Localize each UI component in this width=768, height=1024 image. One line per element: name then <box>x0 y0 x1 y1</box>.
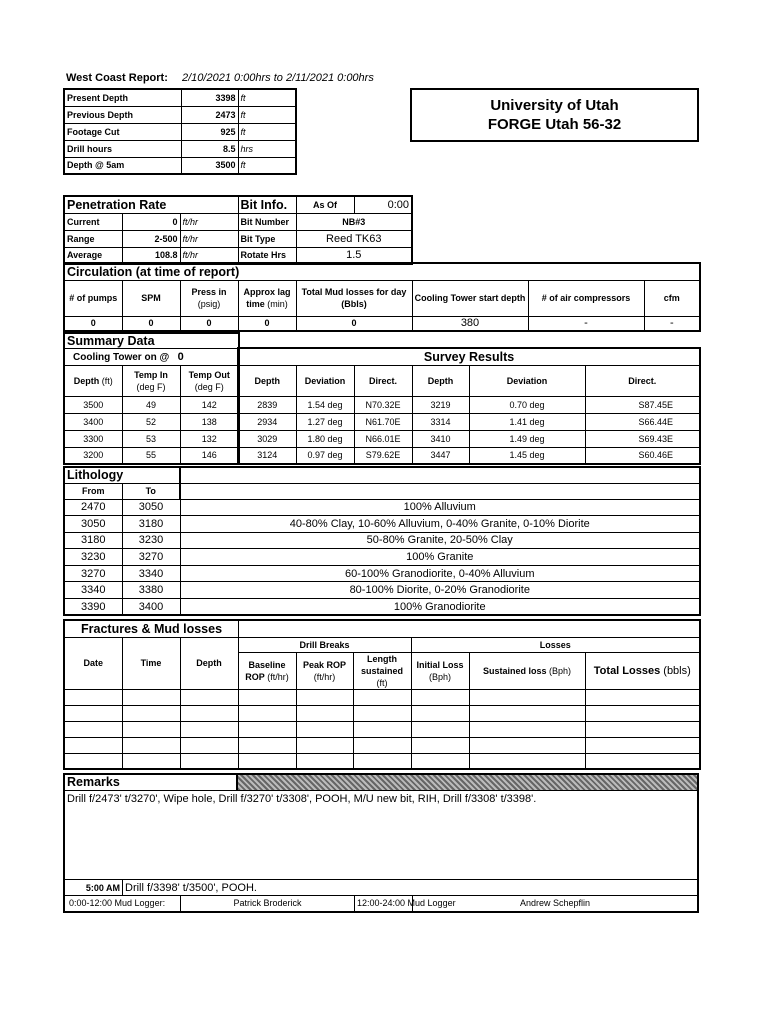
survey-depth: 3124 <box>238 447 296 464</box>
fracture-cell <box>353 721 411 737</box>
penetration-label: Average <box>64 247 122 264</box>
lithology-from: 3230 <box>64 549 122 566</box>
col-length-sustained: Length sustained (ft) <box>353 652 411 689</box>
col-survey-depth-1: Depth <box>238 365 296 396</box>
lithology-row <box>64 599 700 616</box>
fracture-row <box>64 705 700 721</box>
remarks-box <box>63 773 699 913</box>
penetration-row <box>64 230 412 247</box>
depth-summary-row <box>64 123 296 140</box>
depth-summary-unit: ft <box>238 106 296 123</box>
val-cfm: - <box>644 316 700 331</box>
fracture-cell <box>585 705 700 721</box>
survey-deviation: 1.45 deg <box>469 447 585 464</box>
summary-temp-in: 55 <box>122 447 180 464</box>
lithology-description: 40-80% Clay, 10-60% Alluvium, 0-40% Granite, 0-10% Diorite <box>180 516 700 533</box>
survey-depth: 3410 <box>412 430 469 447</box>
lithology-to: 3380 <box>122 582 180 599</box>
summary-temp-in: 52 <box>122 413 180 430</box>
lithology-description: 100% Granodiorite <box>180 599 700 616</box>
bit-value: 1.5 <box>296 247 412 264</box>
fracture-cell <box>353 737 411 753</box>
fracture-cell <box>122 753 180 769</box>
fracture-cell <box>469 689 585 705</box>
penetration-unit: ft/hr <box>180 213 238 230</box>
survey-heading: Survey Results <box>238 348 700 365</box>
remarks-time-label: 5:00 AM <box>65 880 123 895</box>
depth-summary-unit: hrs <box>238 140 296 157</box>
depth-summary-label: Footage Cut <box>64 123 181 140</box>
col-press: Press in (psig) <box>180 280 238 316</box>
remarks-hatch-band <box>238 775 697 790</box>
lithology-row <box>64 499 700 516</box>
summary-heading: Summary Data <box>64 333 239 348</box>
col-baseline-rop: Baseline ROP (ft/hr) <box>238 652 296 689</box>
summary-temp-in: 53 <box>122 430 180 447</box>
summary-row <box>64 447 239 464</box>
as-of-label: As Of <box>296 196 354 213</box>
col-mud-losses: Total Mud losses for day (Bbls) <box>296 280 412 316</box>
depth-summary-label: Drill hours <box>64 140 181 157</box>
penetration-unit: ft/hr <box>180 247 238 264</box>
survey-depth: 3029 <box>238 430 296 447</box>
losses-heading: Losses <box>411 637 700 652</box>
fracture-cell <box>585 753 700 769</box>
site-title-box <box>410 88 699 142</box>
col-pumps: # of pumps <box>64 280 122 316</box>
summary-data-table <box>63 332 240 465</box>
fracture-cell <box>64 721 122 737</box>
fracture-cell <box>180 721 238 737</box>
bit-label: Rotate Hrs <box>238 247 296 264</box>
col-lag: Approx lag time (min) <box>238 280 296 316</box>
fracture-cell <box>411 705 469 721</box>
survey-direct: S66.44E <box>585 413 700 430</box>
survey-direct: S69.43E <box>585 430 700 447</box>
fracture-cell <box>296 689 353 705</box>
col-survey-direct-1: Direct. <box>354 365 412 396</box>
summary-temp-out: 146 <box>180 447 239 464</box>
fracture-cell <box>585 721 700 737</box>
lithology-row <box>64 516 700 533</box>
survey-row <box>238 413 700 430</box>
fracture-cell <box>64 689 122 705</box>
col-frac-depth: Depth <box>180 637 238 689</box>
lithology-to: 3340 <box>122 565 180 582</box>
survey-deviation: 1.27 deg <box>296 413 354 430</box>
fracture-cell <box>469 737 585 753</box>
lithology-to: 3400 <box>122 599 180 616</box>
depth-summary-row <box>64 140 296 157</box>
depth-summary-value: 3500 <box>181 157 238 174</box>
summary-depth: 3200 <box>64 447 122 464</box>
fracture-cell <box>411 737 469 753</box>
col-time: Time <box>122 637 180 689</box>
col-peak-rop: Peak ROP (ft/hr) <box>296 652 353 689</box>
lithology-row <box>64 532 700 549</box>
lithology-to: 3270 <box>122 549 180 566</box>
depth-summary-value: 925 <box>181 123 238 140</box>
survey-direct: S87.45E <box>585 396 700 413</box>
fracture-row <box>64 737 700 753</box>
fracture-cell <box>238 737 296 753</box>
depth-summary-label: Present Depth <box>64 89 181 106</box>
survey-deviation: 1.54 deg <box>296 396 354 413</box>
lithology-from: 3270 <box>64 565 122 582</box>
col-tower-depth: Cooling Tower start depth <box>412 280 528 316</box>
lithology-from: 3050 <box>64 516 122 533</box>
col-survey-deviation-2: Deviation <box>469 365 585 396</box>
col-initial-loss: Initial Loss (Bph) <box>411 652 469 689</box>
fracture-row <box>64 689 700 705</box>
fracture-cell <box>122 705 180 721</box>
summary-row <box>64 430 239 447</box>
val-press: 0 <box>180 316 238 331</box>
survey-deviation: 1.41 deg <box>469 413 585 430</box>
lithology-description: 50-80% Granite, 20-50% Clay <box>180 532 700 549</box>
fractures-heading: Fractures & Mud losses <box>64 620 238 637</box>
survey-row <box>238 447 700 464</box>
fracture-cell <box>353 689 411 705</box>
penetration-row <box>64 213 412 230</box>
depth-summary-value: 2473 <box>181 106 238 123</box>
remarks-time-text: Drill f/3398' t/3500', POOH. <box>125 882 257 894</box>
depth-summary-row <box>64 157 296 174</box>
summary-depth: 3500 <box>64 396 122 413</box>
survey-row <box>238 396 700 413</box>
summary-temp-out: 138 <box>180 413 239 430</box>
fracture-cell <box>64 753 122 769</box>
fracture-cell <box>469 721 585 737</box>
lithology-to: 3050 <box>122 499 180 516</box>
lithology-from: 3340 <box>64 582 122 599</box>
fracture-cell <box>411 753 469 769</box>
col-temp-in: Temp In (deg F) <box>122 365 180 396</box>
lithology-from: 3390 <box>64 599 122 616</box>
am-logger-name: Patrick Broderick <box>181 896 355 911</box>
summary-temp-out: 142 <box>180 396 239 413</box>
remarks-heading: Remarks <box>65 775 238 790</box>
fracture-row <box>64 753 700 769</box>
depth-summary-table <box>63 88 297 175</box>
fracture-cell <box>238 705 296 721</box>
summary-depth: 3300 <box>64 430 122 447</box>
circulation-table <box>63 262 701 332</box>
fracture-cell <box>64 705 122 721</box>
bit-label: Bit Type <box>238 230 296 247</box>
lithology-row <box>64 582 700 599</box>
fracture-cell <box>585 737 700 753</box>
circulation-heading: Circulation (at time of report) <box>64 263 700 280</box>
fracture-cell <box>296 737 353 753</box>
am-logger-label: 0:00-12:00 Mud Logger: <box>65 896 181 911</box>
val-pumps: 0 <box>64 316 122 331</box>
survey-direct: N61.70E <box>354 413 412 430</box>
survey-deviation: 1.49 deg <box>469 430 585 447</box>
depth-summary-value: 8.5 <box>181 140 238 157</box>
lithology-from: 2470 <box>64 499 122 516</box>
penetration-value: 108.8 <box>122 247 180 264</box>
penetration-label: Current <box>64 213 122 230</box>
penetration-bit-table <box>63 195 413 265</box>
col-temp-out: Temp Out (deg F) <box>180 365 239 396</box>
bit-value: Reed TK63 <box>296 230 412 247</box>
bit-label: Bit Number <box>238 213 296 230</box>
depth-summary-value: 3398 <box>181 89 238 106</box>
lithology-to: 3180 <box>122 516 180 533</box>
lithology-description: 100% Alluvium <box>180 499 700 516</box>
col-survey-depth-2: Depth <box>412 365 469 396</box>
summary-temp-in: 49 <box>122 396 180 413</box>
fracture-cell <box>180 737 238 753</box>
survey-direct: S79.62E <box>354 447 412 464</box>
report-title: West Coast Report: <box>66 72 168 84</box>
penetration-heading: Penetration Rate <box>64 196 238 213</box>
survey-depth: 3314 <box>412 413 469 430</box>
survey-direct: N70.32E <box>354 396 412 413</box>
penetration-unit: ft/hr <box>180 230 238 247</box>
fracture-cell <box>296 705 353 721</box>
col-total-losses: Total Losses (bbls) <box>585 652 700 689</box>
survey-row <box>238 430 700 447</box>
bit-heading: Bit Info. <box>238 196 296 213</box>
survey-direct: S60.46E <box>585 447 700 464</box>
fracture-cell <box>469 753 585 769</box>
fracture-cell <box>180 753 238 769</box>
depth-summary-row <box>64 106 296 123</box>
remarks-text: Drill f/2473' t/3270', Wipe hole, Drill f/3270' t/3308', POOH, M/U new bit, RIH, Drill f/3308' t/3398'. <box>67 793 537 805</box>
lithology-description: 60-100% Granodiorite, 0-40% Alluvium <box>180 565 700 582</box>
pm-logger-name: Andrew Schepflin <box>519 898 591 908</box>
bit-value: NB#3 <box>296 213 412 230</box>
lithology-row <box>64 549 700 566</box>
fracture-cell <box>122 689 180 705</box>
survey-deviation: 0.70 deg <box>469 396 585 413</box>
val-air-compressors: - <box>528 316 644 331</box>
col-sustained-loss: Sustained loss (Bph) <box>469 652 585 689</box>
col-date: Date <box>64 637 122 689</box>
col-to: To <box>122 483 180 499</box>
fracture-cell <box>238 689 296 705</box>
penetration-value: 2-500 <box>122 230 180 247</box>
as-of-value: 0:00 <box>354 196 412 213</box>
val-mud-losses: 0 <box>296 316 412 331</box>
col-air-compressors: # of air compressors <box>528 280 644 316</box>
fracture-cell <box>353 705 411 721</box>
depth-summary-label: Depth @ 5am <box>64 157 181 174</box>
summary-row <box>64 413 239 430</box>
lithology-description: 100% Granite <box>180 549 700 566</box>
survey-deviation: 1.80 deg <box>296 430 354 447</box>
fracture-cell <box>180 689 238 705</box>
survey-deviation: 0.97 deg <box>296 447 354 464</box>
lithology-table <box>63 466 701 616</box>
fracture-row <box>64 721 700 737</box>
depth-summary-unit: ft <box>238 89 296 106</box>
pm-logger-label: 12:00-24:00 Mud Logger <box>355 896 413 911</box>
lithology-to: 3230 <box>122 532 180 549</box>
penetration-value: 0 <box>122 213 180 230</box>
survey-depth: 3219 <box>412 396 469 413</box>
penetration-label: Range <box>64 230 122 247</box>
fracture-cell <box>122 721 180 737</box>
fracture-cell <box>585 689 700 705</box>
col-survey-deviation-1: Deviation <box>296 365 354 396</box>
val-tower-depth: 380 <box>412 316 528 331</box>
col-from: From <box>64 483 122 499</box>
summary-depth: 3400 <box>64 413 122 430</box>
col-cfm: cfm <box>644 280 700 316</box>
report-period: 2/10/2021 0:00hrs to 2/11/2021 0:00hrs <box>182 72 374 84</box>
depth-summary-row <box>64 89 296 106</box>
fracture-cell <box>180 705 238 721</box>
depth-summary-unit: ft <box>238 157 296 174</box>
fracture-cell <box>353 753 411 769</box>
fracture-cell <box>296 753 353 769</box>
col-summary-depth: Depth (ft) <box>64 365 122 396</box>
fracture-cell <box>122 737 180 753</box>
fracture-cell <box>64 737 122 753</box>
fracture-cell <box>296 721 353 737</box>
fracture-cell <box>411 721 469 737</box>
lithology-from: 3180 <box>64 532 122 549</box>
lithology-description: 80-100% Diorite, 0-20% Granodiorite <box>180 582 700 599</box>
depth-summary-unit: ft <box>238 123 296 140</box>
lithology-heading: Lithology <box>64 467 180 483</box>
fracture-cell <box>238 721 296 737</box>
site-name: University of Utah <box>490 97 619 114</box>
survey-results-table <box>237 347 701 465</box>
drill-breaks-heading: Drill Breaks <box>238 637 411 652</box>
cooling-tower-on: Cooling Tower on @ 0 <box>64 348 239 365</box>
col-survey-direct-2: Direct. <box>585 365 700 396</box>
col-spm: SPM <box>122 280 180 316</box>
fracture-cell <box>238 753 296 769</box>
depth-summary-label: Previous Depth <box>64 106 181 123</box>
survey-depth: 2839 <box>238 396 296 413</box>
survey-depth: 3447 <box>412 447 469 464</box>
lithology-row <box>64 565 700 582</box>
fracture-cell <box>411 689 469 705</box>
fractures-table <box>63 619 701 770</box>
survey-direct: N66.01E <box>354 430 412 447</box>
val-lag: 0 <box>238 316 296 331</box>
fracture-cell <box>469 705 585 721</box>
summary-temp-out: 132 <box>180 430 239 447</box>
summary-row <box>64 396 239 413</box>
survey-depth: 2934 <box>238 413 296 430</box>
val-spm: 0 <box>122 316 180 331</box>
well-name: FORGE Utah 56-32 <box>487 116 622 133</box>
